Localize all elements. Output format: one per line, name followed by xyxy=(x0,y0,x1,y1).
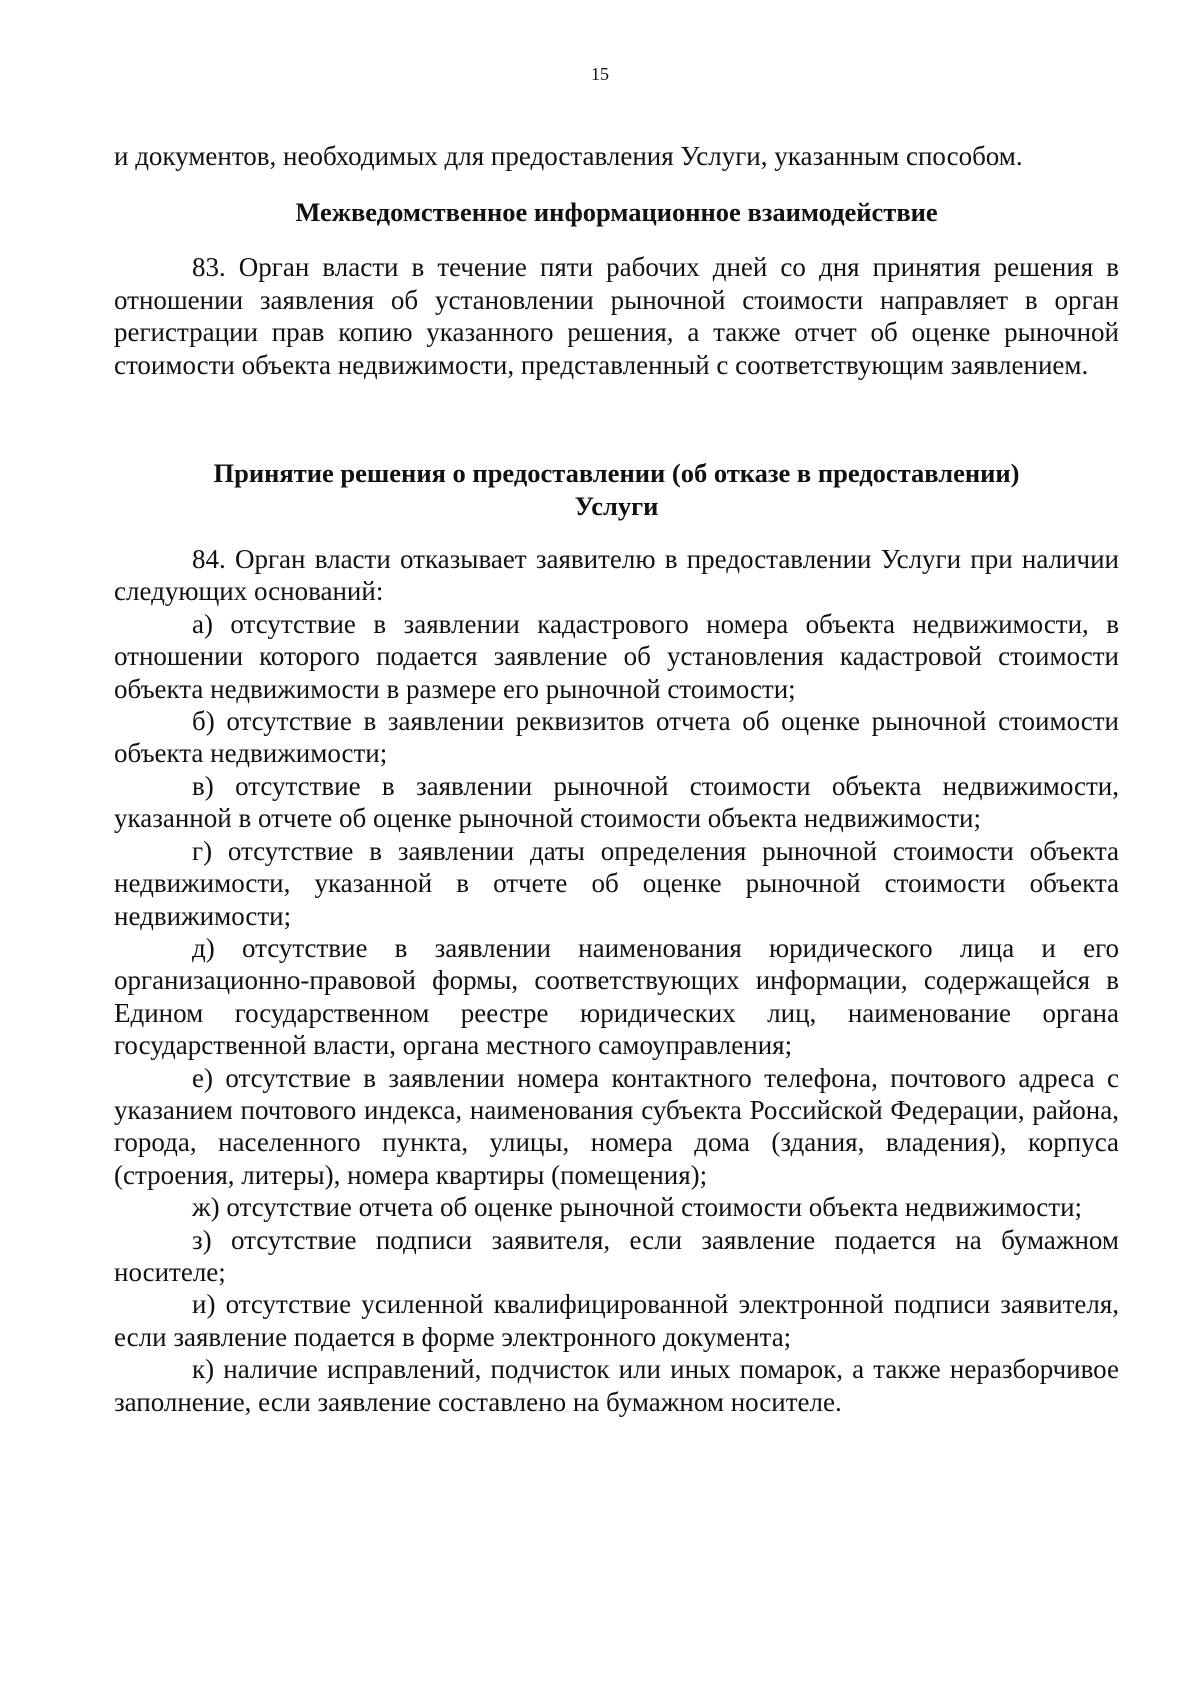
paragraph-84: 84. Орган власти отказывает заявителю в предоставлении Услуги при наличии следующих оснований: xyxy=(114,544,1119,607)
page-number: 15 xyxy=(591,64,609,84)
list-item-v: в) отсутствие в заявлении рыночной стоимости объекта недвижимости, указанной в отчете об оценке рыночной стоимости объекта недвижимости; xyxy=(114,770,1119,834)
list-item-b: б) отсутствие в заявлении реквизитов отчета об оценке рыночной стоимости объекта недвижимости; xyxy=(114,706,1119,769)
section-heading-decision-line1: Принятие решения о предоставлении (об отказе в предоставлении) xyxy=(213,458,1020,489)
paragraph-83: 83. Орган власти в течение пяти рабочих дней со дня принятия решения в отношении заявления об установлении рыночной стоимости направляет в орган регистрации прав копию указанного решения, а также отчет об оценке рыночной стоимости объекта недвижимости, представленный с соответствующим заявлением. xyxy=(114,252,1119,380)
list-item-k: к) наличие исправлений, подчисток или иных помарок, а также неразборчивое заполнение, если заявление составлено на бумажном носителе. xyxy=(114,1354,1119,1417)
list-item-a: а) отсутствие в заявлении кадастрового номера объекта недвижимости, в отношении которого подается заявление об установления кадастровой стоимости объекта недвижимости в размере его рыночной стоимости; xyxy=(114,608,1119,704)
list-item-zh: ж) отсутствие отчета об оценке рыночной стоимости объекта недвижимости; xyxy=(192,1192,1083,1223)
continuation-text: и документов, необходимых для предоставления Услуги, указанным способом. xyxy=(114,141,1023,171)
list-item-d: д) отсутствие в заявлении наименования юридического лица и его организационно-правовой формы, соответствующих информации, содержащейся в Едином государственном реестре юридических лиц, наименование органа государственной власти, органа местного самоуправления; xyxy=(114,932,1119,1061)
list-item-e: е) отсутствие в заявлении номера контактного телефона, почтового адреса с указанием почтового индекса, наименования субъекта Российской Федерации, района, города, населенного пункта, улицы, номера дома (здания, владения), корпуса (строения, литеры), номера квартиры (помещения); xyxy=(114,1062,1119,1190)
list-item-i: и) отсутствие усиленной квалифицированной электронной подписи заявителя, если заявление подается в форме электронного документа; xyxy=(114,1289,1119,1352)
section-heading-interagency: Межведомственное информационное взаимодействие xyxy=(295,197,938,228)
section-heading-decision-line2: Услуги xyxy=(574,491,659,522)
list-item-z: з) отсутствие подписи заявителя, если заявление подается на бумажном носителе; xyxy=(114,1224,1119,1287)
list-item-g: г) отсутствие в заявлении даты определения рыночной стоимости объекта недвижимости, указанной в отчете об оценке рыночной стоимости объекта недвижимости; xyxy=(114,835,1119,931)
section-heading-decision xyxy=(114,457,1119,523)
document-body xyxy=(114,140,1119,1418)
